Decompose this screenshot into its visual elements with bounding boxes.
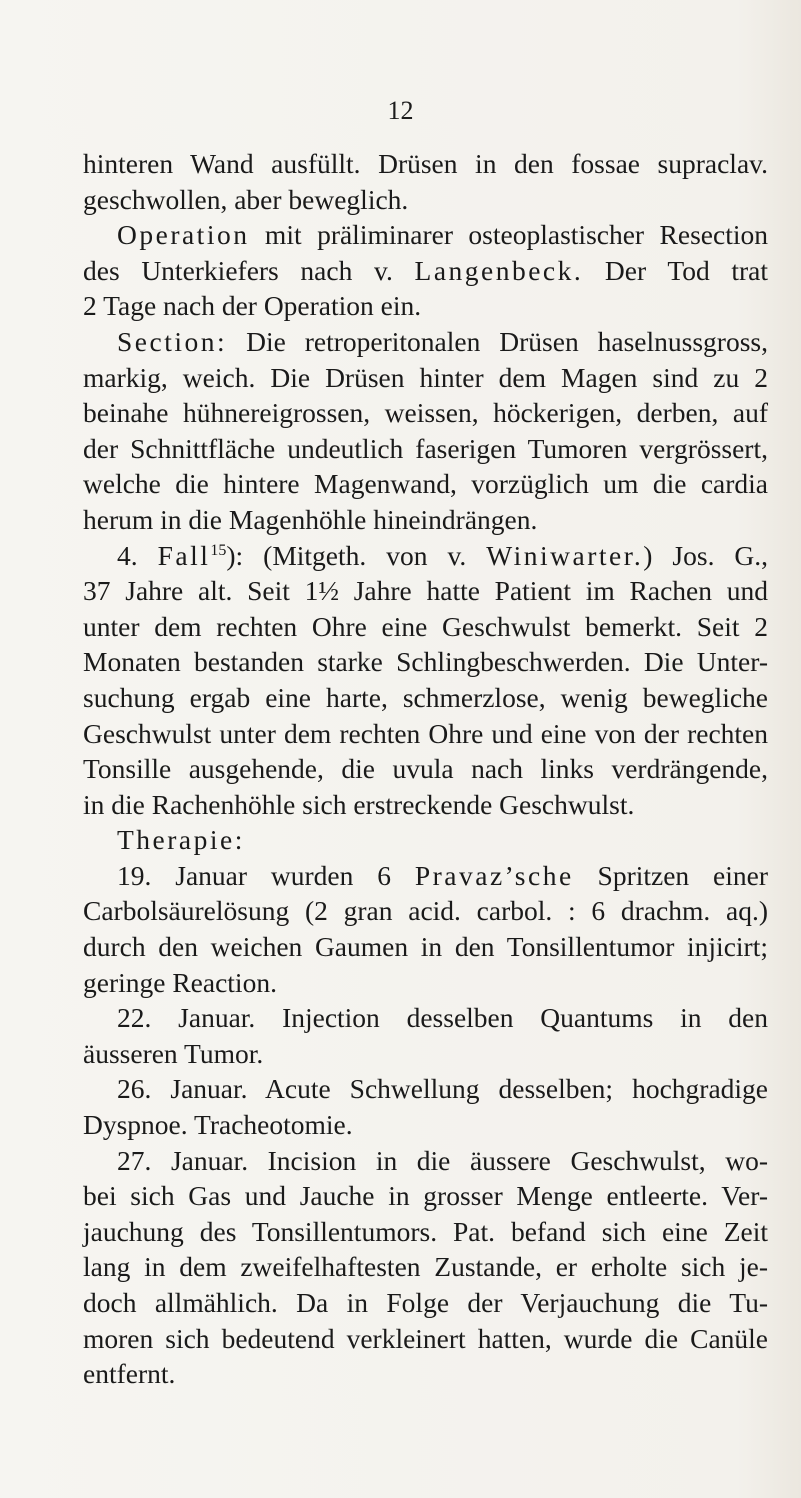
spaced-term: Fall (157, 539, 211, 571)
text-line: Tonsille ausgehende, die uvula nach links verdrängende, (83, 753, 768, 785)
text-line: hinteren Wand ausfüllt. Drüsen in den fossae supraclav. (83, 148, 768, 179)
footnote-ref: 15 (210, 541, 227, 559)
text-line: Carbolsäurelösung (2 gran acid. carbol. : 6 drachm. aq.) (83, 895, 768, 927)
spaced-term: Section: (117, 325, 228, 357)
text-line: moren sich bedeutend verkleinert hatten, wurde die Canüle (83, 1322, 768, 1354)
spaced-name: Langenbeck. (414, 254, 584, 286)
text-line: äusseren Tumor. (83, 1037, 264, 1069)
text-line: herum in die Magenhöhle hineindrängen. (83, 503, 538, 535)
body-text (83, 146, 768, 1392)
text-line: der Schnittfläche undeutlich faserigen Tumoren vergrössert, (83, 432, 768, 464)
text-line: 2 Tage nach der Operation ein. (83, 290, 422, 322)
spaced-name: Winiwarter. (486, 539, 644, 571)
text-line: unter dem rechten Ohre eine Geschwulst bemerkt. Seit 2 (83, 610, 768, 642)
text-line: entfernt. (83, 1358, 176, 1390)
spaced-name: Pravaz’sche (414, 859, 574, 891)
text-line: 26. Januar. Acute Schwellung desselben; hochgradige (117, 1073, 768, 1105)
text-line: Operation mit präliminarer osteoplastischer Resection (117, 219, 768, 251)
text-line: suchung ergab eine harte, schmerzlose, wenig bewegliche (83, 681, 768, 713)
text-line: Section: Die retroperitonalen Drüsen haselnussgross, (117, 325, 768, 357)
text-line: bei sich Gas und Jauche in grosser Menge entleerte. Ver- (83, 1180, 768, 1212)
text-line: Monaten bestanden starke Schlingbeschwerden. Die Unter- (83, 646, 768, 678)
text-line: 22. Januar. Injection desselben Quantums in den (117, 1002, 768, 1034)
section-heading: Therapie: (117, 824, 245, 856)
text-line: jauchung des Tonsillentumors. Pat. befand sich eine Zeit (83, 1215, 768, 1247)
text-line: 37 Jahre alt. Seit 1½ Jahre hatte Patient im Rachen und (83, 575, 768, 607)
text-line: des Unterkiefers nach v. Langenbeck. Der Tod trat (83, 254, 769, 286)
text-line: markig, weich. Die Drüsen hinter dem Magen sind zu 2 (83, 361, 768, 393)
text-line: welche die hintere Magenwand, vorzüglich um die cardia (83, 468, 768, 500)
text-line: 4. Fall$^{15}$): (Mitgeth. von v. Winiwarter.) Jos. G., (117, 539, 769, 571)
text-line: 19. Januar wurden 6 Pravaz’sche Spritzen einer (117, 859, 768, 891)
text-line: in die Rachenhöhle sich erstreckende Geschwulst. (83, 788, 635, 820)
text-line: geringe Reaction. (83, 966, 277, 998)
spaced-term: Operation (117, 219, 250, 251)
text-line: durch den weichen Gaumen in den Tonsillentumor injicirt; (83, 931, 768, 963)
page-number: 12 (387, 96, 414, 125)
text-line: beinahe hühnereigrossen, weissen, höckerigen, derben, auf (83, 397, 768, 429)
text-line: Dyspnoe. Tracheotomie. (83, 1109, 353, 1141)
text-line: Geschwulst unter dem rechten Ohre und eine von der rechten (83, 717, 768, 749)
text-line: doch allmählich. Da in Folge der Verjauchung die Tu- (83, 1287, 768, 1318)
text-line: 27. Januar. Incision in die äussere Geschwulst, wo- (117, 1144, 768, 1176)
text-line: geschwollen, aber beweglich. (83, 183, 409, 215)
text-line: lang in dem zweifelhaftesten Zustande, er erholte sich je- (83, 1251, 768, 1283)
